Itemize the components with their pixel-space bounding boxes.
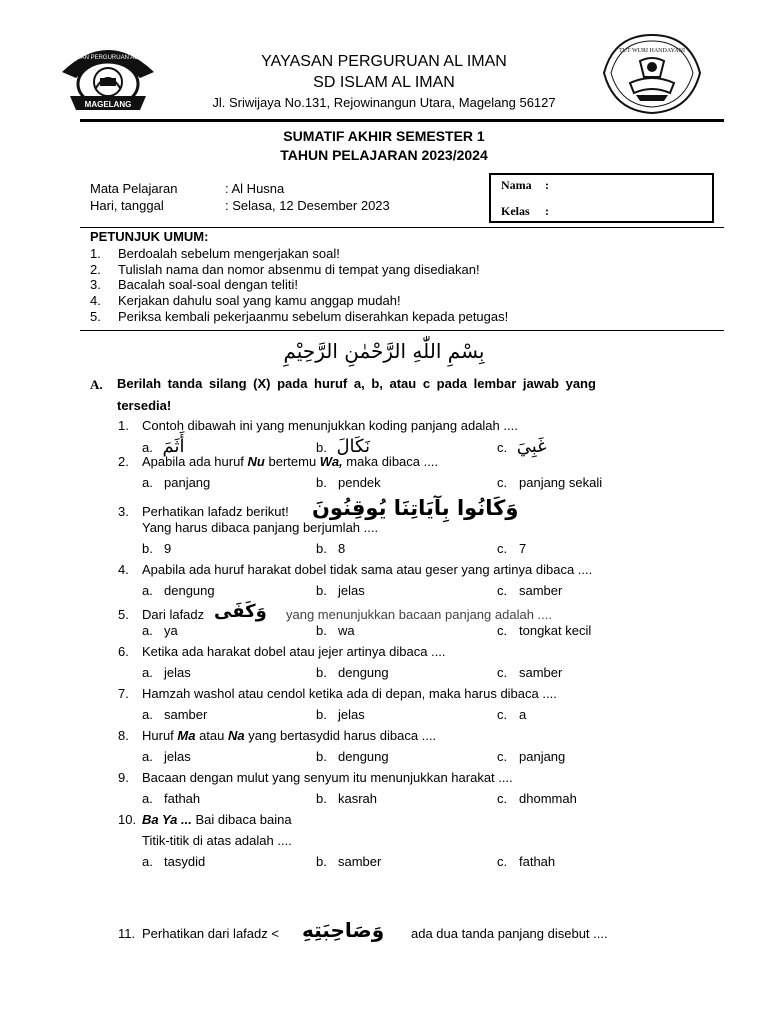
question-number: 3. <box>118 504 129 519</box>
section-instruction-cont: tersedia! <box>117 398 172 413</box>
option-key: a. <box>142 665 153 680</box>
question-text-cont: Yang harus dibaca panjang berjumlah .... <box>142 520 379 535</box>
option-c[interactable] <box>497 791 577 806</box>
instruction-number: 4. <box>90 293 101 308</box>
question-emphasis: Ba Ya ... <box>142 812 192 827</box>
question-text <box>142 454 438 469</box>
instruction-text: Bacalah soal-soal dengan teliti! <box>118 277 298 292</box>
option-key: a. <box>142 440 153 455</box>
option-b[interactable] <box>316 541 345 556</box>
option-text: samber <box>338 854 382 869</box>
logo-motto-text: TUT WURI HANDAYANI <box>619 48 685 54</box>
option-text: dengung <box>338 749 389 764</box>
option-text: panjang <box>519 749 566 764</box>
option-key: b. <box>316 707 327 722</box>
option-c[interactable] <box>497 665 562 680</box>
question-text-cont: ada dua tanda panjang disebut .... <box>411 926 608 941</box>
question-text: Ketika ada harakat dobel atau jejer artinya dibaca .... <box>142 644 446 659</box>
option-text: samber <box>164 707 208 722</box>
option-text: fathah <box>164 791 201 806</box>
question-arabic: وَصَاحِبَتِهِ <box>302 918 385 942</box>
instruction-number: 1. <box>90 246 101 261</box>
option-b[interactable] <box>316 854 381 869</box>
option-a[interactable] <box>142 854 205 869</box>
option-key: a. <box>142 475 153 490</box>
instruction-item <box>90 309 508 324</box>
option-a[interactable] <box>142 475 210 490</box>
option-text: jelas <box>164 665 191 680</box>
question-arabic: وَكَفَى <box>214 601 267 622</box>
option-text: dengung <box>338 665 389 680</box>
option-key: c. <box>497 707 508 722</box>
subject-value: : Al Husna <box>225 181 285 196</box>
instruction-item <box>90 262 480 277</box>
instruction-item <box>90 277 298 292</box>
question-text-part: atau <box>195 728 228 743</box>
question-number: 2. <box>118 454 129 469</box>
option-key: c. <box>497 541 508 556</box>
logo-city-text: MAGELANG <box>84 100 132 109</box>
option-text: a <box>519 707 527 722</box>
question-text-part: Huruf <box>142 728 178 743</box>
option-arabic: غَبِيَ <box>516 436 547 457</box>
question-number: 1. <box>118 418 129 433</box>
option-key: a. <box>142 623 153 638</box>
option-c[interactable] <box>497 854 555 869</box>
section-letter: A. <box>90 377 103 392</box>
option-key: b. <box>316 665 327 680</box>
option-key: b. <box>142 541 153 556</box>
option-text: jelas <box>164 749 191 764</box>
student-identity-box <box>489 173 714 223</box>
question-text-part: Bai dibaca baina <box>191 812 292 827</box>
option-text: jelas <box>338 707 365 722</box>
instruction-text: Kerjakan dahulu soal yang kamu anggap mudah! <box>118 293 401 308</box>
option-key: a. <box>142 854 153 869</box>
question-text <box>142 728 436 743</box>
basmalah: بِسْمِ اللّٰهِ الرَّحْمٰنِ الرَّحِيْمِ <box>283 339 485 363</box>
question-emphasis: Nu <box>247 454 265 469</box>
option-c[interactable] <box>497 541 526 556</box>
instructions-rule <box>80 330 724 331</box>
option-key: b. <box>316 583 327 598</box>
option-c[interactable] <box>497 583 562 598</box>
question-emphasis: Wa, <box>319 454 343 469</box>
option-key: c. <box>497 791 508 806</box>
option-key: b. <box>316 791 327 806</box>
question-number: 5. <box>118 607 129 622</box>
date-value: : Selasa, 12 Desember 2023 <box>225 198 390 213</box>
section-instruction: Berilah tanda silang (X) pada huruf a, b, atau c pada lembar jawab yang <box>117 376 596 391</box>
option-a[interactable] <box>142 707 207 722</box>
option-key: c. <box>497 475 508 490</box>
question-number: 10. <box>118 812 137 827</box>
question-text <box>142 812 292 827</box>
org-name: YAYASAN PERGURUAN AL IMAN <box>261 53 507 70</box>
info-rule <box>80 227 724 228</box>
option-key: b. <box>316 475 327 490</box>
question-text: Dari lafadz <box>142 607 205 622</box>
option-text: ya <box>164 623 178 638</box>
option-key: c. <box>497 623 508 638</box>
option-text: 7 <box>519 541 527 556</box>
option-text: fathah <box>519 854 556 869</box>
question-number: 6. <box>118 644 129 659</box>
option-key: a. <box>142 749 153 764</box>
option-text: jelas <box>338 583 365 598</box>
option-text: panjang <box>164 475 211 490</box>
option-text: tasydid <box>164 854 206 869</box>
instruction-number: 2. <box>90 262 101 277</box>
option-key: a. <box>142 707 153 722</box>
option-text: kasrah <box>338 791 378 806</box>
question-text-part: Apabila ada huruf <box>142 454 248 469</box>
instruction-text: Periksa kembali pekerjaanmu sebelum diserahkan kepada petugas! <box>118 309 509 324</box>
question-text: Perhatikan lafadz berikut! <box>142 504 289 519</box>
question-text: Hamzah washol atau cendol ketika ada di depan, maka harus dibaca .... <box>142 686 557 701</box>
option-key: c. <box>497 854 508 869</box>
option-arabic: نَكَالَ <box>336 436 370 457</box>
school-address: Jl. Sriwijaya No.131, Rejowinangun Utara, Magelang 56127 <box>212 95 556 110</box>
option-arabic: أَثَمَ <box>162 436 185 457</box>
instruction-number: 5. <box>90 309 101 324</box>
option-a[interactable] <box>142 541 171 556</box>
option-a[interactable] <box>142 583 215 598</box>
question-text-cont: Titik-titik di atas adalah .... <box>142 833 292 848</box>
option-key: b. <box>316 440 327 455</box>
exam-year: TAHUN PELAJARAN 2023/2024 <box>280 147 488 163</box>
question-number: 7. <box>118 686 129 701</box>
option-text: samber <box>519 583 563 598</box>
option-key: c. <box>497 583 508 598</box>
date-label: Hari, tanggal <box>90 198 164 213</box>
question-emphasis: Ma <box>177 728 196 743</box>
name-colon[interactable]: : <box>545 178 549 192</box>
question-text-part: bertemu <box>264 454 320 469</box>
option-c[interactable] <box>497 749 565 764</box>
question-number: 4. <box>118 562 129 577</box>
option-b[interactable] <box>316 623 355 638</box>
option-text: samber <box>519 665 563 680</box>
option-text: dengung <box>164 583 215 598</box>
question-number: 8. <box>118 728 129 743</box>
question-text-part: maka dibaca .... <box>342 454 439 469</box>
question-arabic: وَكَانُوا بِآيَاتِنَا يُوقِنُونَ <box>312 496 519 520</box>
option-a[interactable] <box>142 623 178 638</box>
option-key: c. <box>497 440 508 455</box>
option-key: b. <box>316 854 327 869</box>
option-text: dhommah <box>519 791 577 806</box>
option-key: a. <box>142 791 153 806</box>
option-key: b. <box>316 541 327 556</box>
tut-wuri-logo <box>600 33 704 115</box>
question-number: 9. <box>118 770 129 785</box>
question-text: Contoh dibawah ini yang menunjukkan koding panjang adalah .... <box>142 418 518 433</box>
option-a[interactable] <box>142 665 191 680</box>
question-text: Perhatikan dari lafadz < <box>142 926 279 941</box>
option-key: c. <box>497 749 508 764</box>
question-text-cont: yang menunjukkan bacaan panjang adalah .... <box>286 607 552 622</box>
option-b[interactable] <box>316 665 389 680</box>
question-text: Bacaan dengan mulut yang senyum itu menunjukkan harakat .... <box>142 770 513 785</box>
class-label: Kelas <box>501 204 530 218</box>
question-number: 11. <box>118 926 136 941</box>
option-b[interactable] <box>316 707 365 722</box>
option-key: b. <box>316 749 327 764</box>
option-text: 8 <box>338 541 346 556</box>
instruction-text: Tulislah nama dan nomor absenmu di tempat yang disediakan! <box>118 262 480 277</box>
option-text: tongkat kecil <box>519 623 592 638</box>
option-key: b. <box>316 623 327 638</box>
option-text: 9 <box>164 541 172 556</box>
option-b[interactable] <box>316 475 381 490</box>
option-text: pendek <box>338 475 381 490</box>
option-c[interactable] <box>497 623 591 638</box>
option-b[interactable] <box>316 583 365 598</box>
option-c[interactable] <box>497 707 526 722</box>
instructions-title: PETUNJUK UMUM: <box>90 229 209 244</box>
question-text: Apabila ada huruf harakat dobel tidak sama atau geser yang artinya dibaca .... <box>142 562 593 577</box>
option-c[interactable] <box>497 436 547 457</box>
option-a[interactable] <box>142 749 191 764</box>
letterhead-rule <box>80 119 724 122</box>
option-b[interactable] <box>316 791 377 806</box>
name-label: Nama <box>501 178 532 192</box>
option-a[interactable] <box>142 791 200 806</box>
option-key: a. <box>142 583 153 598</box>
subject-label: Mata Pelajaran <box>90 181 178 196</box>
option-b[interactable] <box>316 749 389 764</box>
logo-arc-text: YAYASAN PERGURUAN AL IMAN <box>61 55 155 61</box>
option-key: c. <box>497 665 508 680</box>
instruction-item <box>90 246 340 261</box>
option-c[interactable] <box>497 475 602 490</box>
instruction-text: Berdoalah sebelum mengerjakan soal! <box>118 246 340 261</box>
instruction-number: 3. <box>90 277 101 292</box>
question-text-part: yang bertasydid harus dibaca .... <box>244 728 437 743</box>
school-name: SD ISLAM AL IMAN <box>313 74 455 91</box>
exam-title: SUMATIF AKHIR SEMESTER 1 <box>283 128 485 144</box>
option-text: panjang sekali <box>519 475 603 490</box>
instruction-item <box>90 293 401 308</box>
option-text: wa <box>338 623 355 638</box>
question-emphasis: Na <box>228 728 245 743</box>
class-colon[interactable]: : <box>545 204 549 218</box>
